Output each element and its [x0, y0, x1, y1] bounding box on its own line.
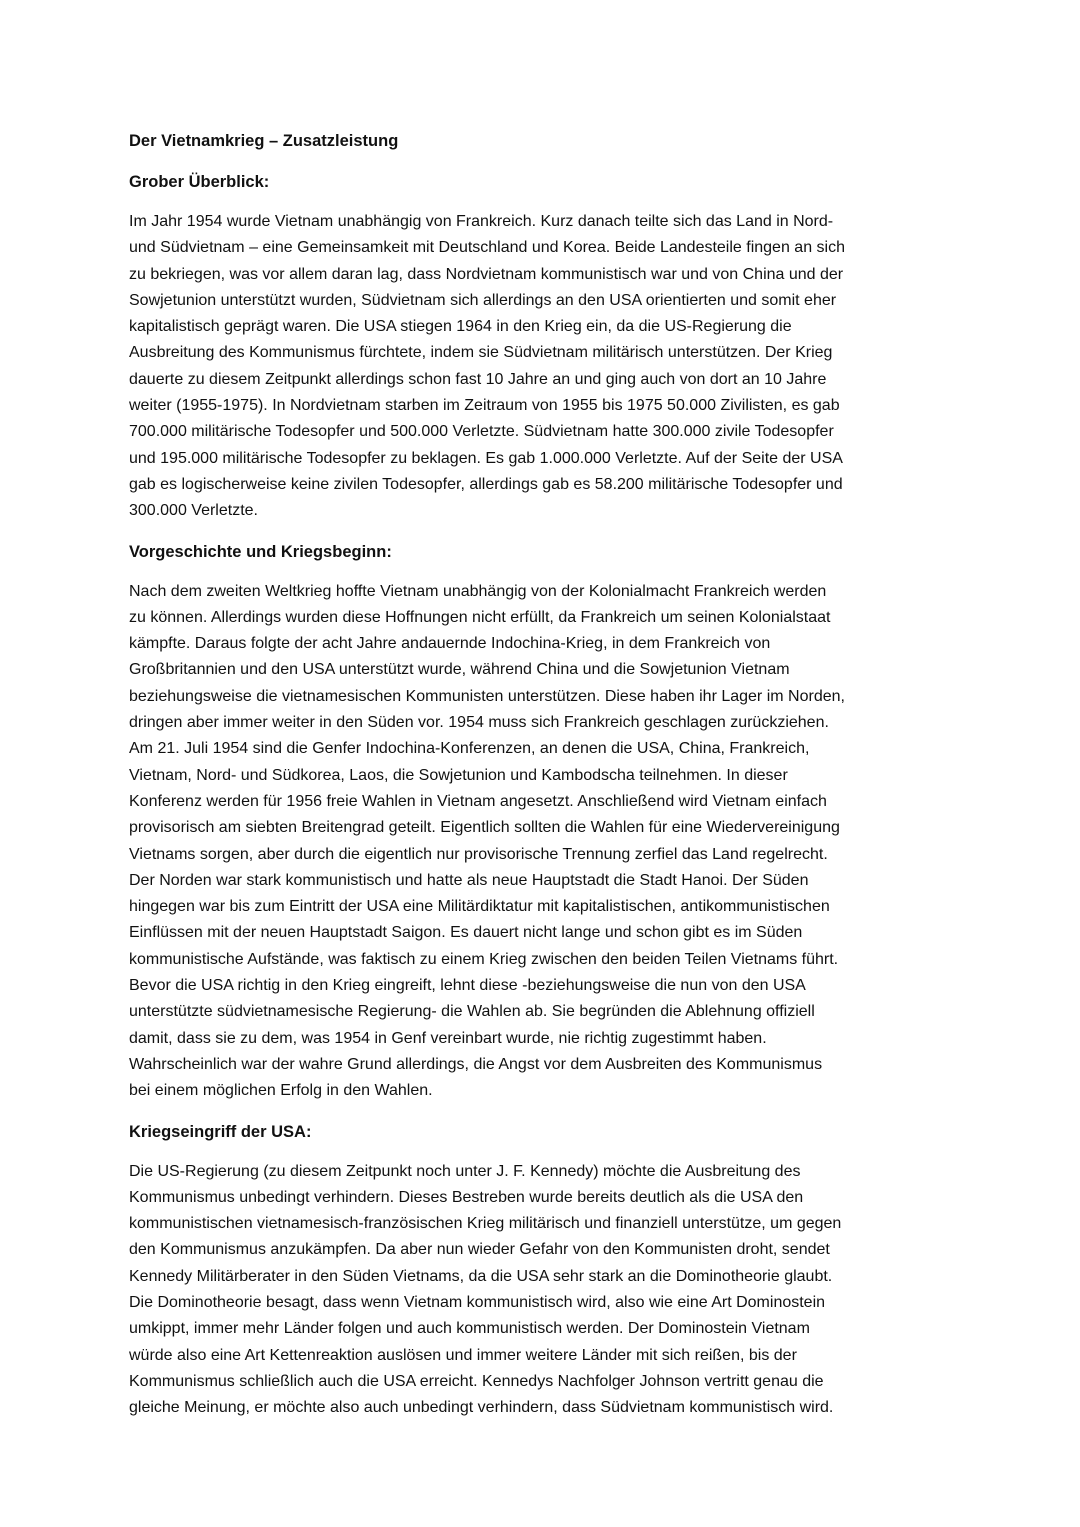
text-line: Die Dominotheorie besagt, dass wenn Vietnam kommunistisch wird, also wie eine Art Dominostein: [129, 1293, 826, 1311]
text-line: dauerte zu diesem Zeitpunkt allerdings schon fast 10 Jahre an und ging auch von dort an 10 Jahre: [129, 370, 827, 388]
section-heading: Vorgeschichte und Kriegsbeginn:: [129, 542, 392, 561]
text-line: gleiche Meinung, er möchte also auch unbedingt verhindern, dass Südvietnam kommunistisch wird.: [129, 1399, 834, 1417]
text-line: beziehungsweise die vietnamesischen Kommunisten unterstützen. Diese haben ihr Lager im Norden,: [129, 687, 845, 705]
text-line: Am 21. Juli 1954 sind die Genfer Indochina-Konferenzen, an denen die USA, China, Frankreich,: [129, 740, 810, 758]
document-page: [129, 128, 959, 1435]
section-heading: Grober Überblick:: [129, 173, 270, 191]
text-line: zu bekriegen, was vor allem daran lag, dass Nordvietnam kommunistisch war und von China und der: [129, 265, 844, 283]
section-background: [129, 539, 959, 1105]
text-line: Der Norden war stark kommunistisch und hatte als neue Hauptstadt die Stadt Hanoi. Der Süden: [129, 871, 809, 889]
text-line: kapitalistisch geprägt waren. Die USA stiegen 1964 in den Krieg ein, da die US-Regierung die: [129, 318, 792, 336]
text-line: bei einem möglichen Erfolg in den Wahlen.: [129, 1082, 433, 1100]
text-line: und 195.000 militärische Todesopfer zu beklagen. Es gab 1.000.000 Verletzte. Auf der Seite der USA: [129, 449, 843, 467]
text-line: kommunistischen vietnamesisch-französischen Krieg militärisch und finanziell unterstütze, um gegen: [129, 1215, 842, 1233]
text-line: provisorisch am siebten Breitengrad geteilt. Eigentlich sollten die Wahlen für eine Wiedervereinigung: [129, 819, 840, 837]
text-line: den Kommunismus anzukämpfen. Da aber nun wieder Gefahr von den Kommunisten droht, sendet: [129, 1241, 830, 1259]
text-line: Einflüssen mit der neuen Hauptstadt Saigon. Es dauert nicht lange und schon gibt es im Süden: [129, 924, 803, 942]
text-line: gab es logischerweise keine zivilen Todesopfer, allerdings gab es 58.200 militärische Todesopfer und: [129, 475, 843, 493]
text-line: Vietnam, Nord- und Südkorea, Laos, die Sowjetunion und Kambodscha teilnehmen. In dieser: [129, 766, 788, 784]
paragraph: [129, 209, 959, 525]
text-line: Konferenz werden für 1956 freie Wahlen in Vietnam angesetzt. Anschließend wird Vietnam einfach: [129, 792, 827, 810]
text-line: 300.000 Verletzte.: [129, 502, 258, 520]
paragraph: [129, 579, 959, 1105]
section-overview: [129, 169, 959, 525]
text-line: Kennedy Militärberater in den Süden Vietnams, da die USA sehr stark an die Dominotheorie glaubt.: [129, 1267, 833, 1285]
text-line: Kommunismus schließlich auch die USA erreicht. Kennedys Nachfolger Johnson vertritt genau die: [129, 1372, 824, 1390]
paragraph: [129, 1159, 959, 1422]
text-line: dringen aber immer weiter in den Süden vor. 1954 muss sich Frankreich geschlagen zurückziehen.: [129, 714, 829, 732]
text-line: würde also eine Art Kettenreaktion auslösen und immer weitere Länder mit sich reißen, bis der: [129, 1346, 797, 1364]
text-line: hingegen war bis zum Eintritt der USA eine Militärdiktatur mit kapitalistischen, antikommunistischen: [129, 898, 830, 916]
text-line: damit, dass sie zu dem, was 1954 in Genf vereinbart wurde, nie richtig zugestimmt haben.: [129, 1029, 767, 1047]
text-line: und Südvietnam – eine Gemeinsamkeit mit Deutschland und Korea. Beide Landesteile fingen an sich: [129, 239, 845, 257]
section-us-intervention: [129, 1119, 959, 1422]
text-line: Großbritannien und den USA unterstützt wurde, während China und die Sowjetunion Vietnam: [129, 661, 790, 679]
document-body: [129, 169, 959, 1421]
text-line: 700.000 militärische Todesopfer und 500.000 Verletzte. Südvietnam hatte 300.000 zivile Todesopfer: [129, 423, 834, 441]
text-line: unterstützte südvietnamesische Regierung- die Wahlen ab. Sie begründen die Ablehnung offiziell: [129, 1003, 815, 1021]
text-line: kommunistische Aufstände, was faktisch zu einem Krieg zwischen den beiden Teilen Vietnams führt.: [129, 950, 839, 968]
text-line: weiter (1955-1975). In Nordvietnam starben im Zeitraum von 1955 bis 1975 50.000 Zivilisten, es gab: [129, 397, 840, 415]
text-line: Nach dem zweiten Weltkrieg hoffte Vietnam unabhängig von der Kolonialmacht Frankreich werden: [129, 582, 827, 600]
text-line: Im Jahr 1954 wurde Vietnam unabhängig von Frankreich. Kurz danach teilte sich das Land in Nord-: [129, 213, 834, 230]
text-line: Bevor die USA richtig in den Krieg eingreift, lehnt diese -beziehungsweise die nun von den USA: [129, 977, 806, 995]
text-line: kämpfte. Daraus folgte der acht Jahre andauernde Indochina-Krieg, in dem Frankreich von: [129, 635, 771, 653]
text-line: Wahrscheinlich war der wahre Grund allerdings, die Angst vor dem Ausbreiten des Kommunismus: [129, 1055, 823, 1073]
text-line: umkippt, immer mehr Länder folgen und auch kommunistisch werden. Der Dominostein Vietnam: [129, 1320, 810, 1338]
text-line: zu können. Allerdings wurden diese Hoffnungen nicht erfüllt, da Frankreich um seinen Kolonialstaat: [129, 608, 831, 626]
section-heading: Kriegseingriff der USA:: [129, 1122, 312, 1141]
text-line: Die US-Regierung (zu diesem Zeitpunkt noch unter J. F. Kennedy) möchte die Ausbreitung des: [129, 1162, 801, 1180]
document-title: Der Vietnamkrieg – Zusatzleistung: [129, 132, 399, 150]
text-line: Vietnams sorgen, aber durch die eigentlich nur provisorische Trennung zerfiel das Land regelrecht.: [129, 845, 828, 863]
text-line: Ausbreitung des Kommunismus fürchtete, indem sie Südvietnam militärisch unterstützen. Der Krieg: [129, 344, 833, 362]
text-line: Sowjetunion unterstützt wurden, Südvietnam sich allerdings an den USA orientierten und somit eher: [129, 291, 837, 309]
text-line: Kommunismus unbedingt verhindern. Dieses Bestreben wurde bereits deutlich als die USA den: [129, 1188, 804, 1206]
